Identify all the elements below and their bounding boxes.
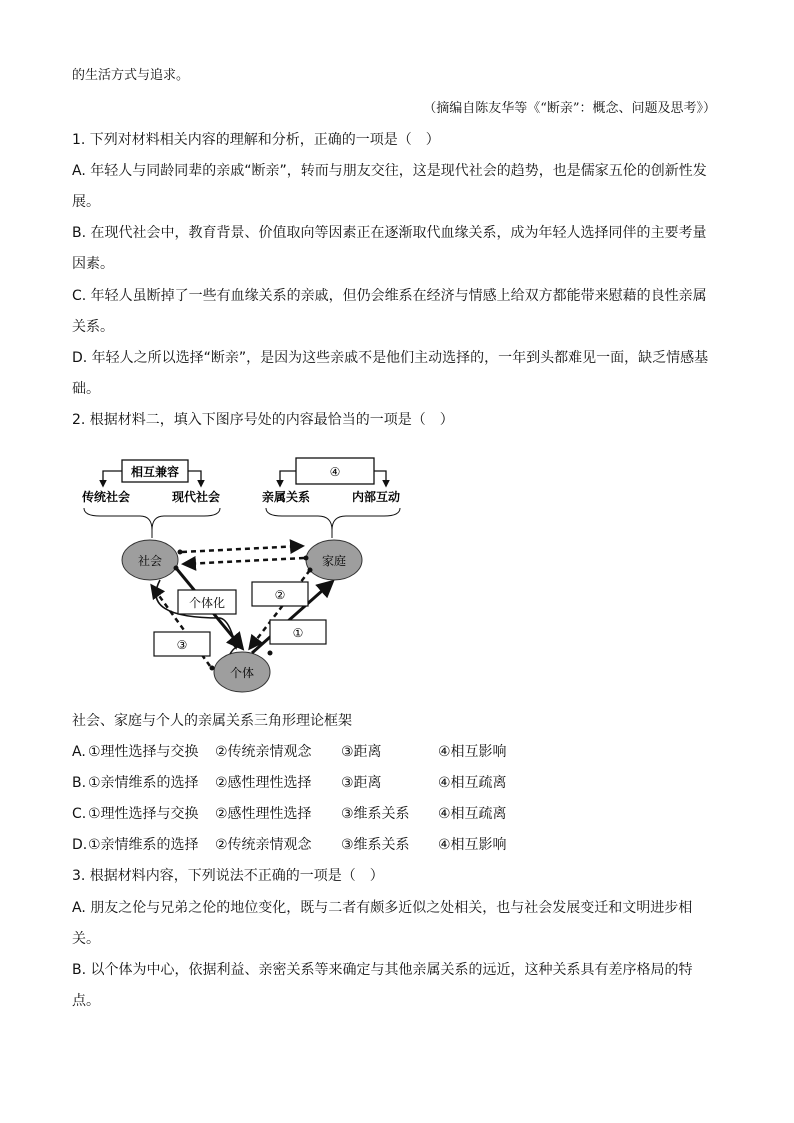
box-2-label: ②: [274, 588, 286, 602]
intro-tail: 的生活方式与追求。: [72, 68, 190, 83]
node-individual-label: 个体: [229, 666, 255, 680]
q1-option-a-cont: 展。: [72, 194, 100, 210]
right-connector-right: [374, 471, 386, 486]
q1-option-c-cont: 关系。: [72, 319, 114, 335]
right-connector-left: [280, 471, 296, 486]
label-modern-society: 现代社会: [171, 490, 221, 504]
node-society-label: 社会: [137, 554, 163, 568]
q1-option-c: C. 年轻人虽断掉了一些有血缘关系的亲戚，但仍会维系在经济与情感上给双方都能带来慰藉的良性亲属: [72, 288, 707, 304]
kinship-triangle-diagram: [70, 448, 430, 700]
box-1-label: ①: [292, 626, 304, 640]
label-internal-interaction: 内部互动: [351, 490, 401, 504]
box-individualization-label: 个体化: [188, 596, 226, 610]
left-brace: [84, 508, 220, 530]
q1-option-a: A. 年轻人与同龄同辈的亲戚“断亲”，转而与朋友交往，这是现代社会的趋势，也是儒家五伦的创新性发: [72, 163, 707, 179]
left-connector-left: [103, 471, 122, 486]
source-citation: （摘编自陈友华等《“断亲”：概念、问题及思考》）: [423, 101, 716, 116]
q1-option-b: B. 在现代社会中，教育背景、价值取向等因素正在逐渐取代血缘关系，成为年轻人选择同伴的主要考量: [72, 225, 707, 241]
right-brace: [266, 508, 400, 530]
q3-option-b: B. 以个体为中心，依据利益、亲密关系等来确定与其他亲属关系的远近，这种关系具有差序格局的特: [72, 962, 693, 978]
q3-option-a-cont: 关。: [72, 931, 100, 947]
node-family-label: 家庭: [321, 554, 347, 568]
society-to-family-dotted: [182, 546, 302, 552]
q1-option-d-cont: 础。: [72, 381, 100, 397]
q2-stem: 2. 根据材料二，填入下图序号处的内容最恰当的一项是（ ）: [72, 412, 454, 428]
q3-stem: 3. 根据材料内容，下列说法不正确的一项是（ ）: [72, 868, 384, 884]
diagram-caption: 社会、家庭与个人的亲属关系三角形理论框架: [72, 713, 352, 729]
family-to-society-dotted: [184, 558, 304, 564]
box-3-label: ③: [176, 638, 188, 652]
q1-stem: 1. 下列对材料相关内容的理解和分析，正确的一项是（ ）: [72, 132, 440, 148]
label-kinship: 亲属关系: [261, 490, 311, 504]
label-traditional-society: 传统社会: [81, 490, 131, 504]
left-top-box-label: 相互兼容: [130, 465, 180, 479]
q1-option-d: D. 年轻人之所以选择“断亲”，是因为这些亲戚不是他们主动选择的，一年到头都难见一面，缺乏情感基: [72, 350, 709, 366]
q3-option-a: A. 朋友之伦与兄弟之伦的地位变化，既与二者有颇多近似之处相关，也与社会发展变迁和文明进步相: [72, 900, 693, 916]
q3-option-b-cont: 点。: [72, 993, 100, 1009]
right-top-box-label: ④: [329, 465, 341, 479]
left-connector-right: [188, 471, 201, 486]
q1-option-b-cont: 因素。: [72, 256, 114, 272]
